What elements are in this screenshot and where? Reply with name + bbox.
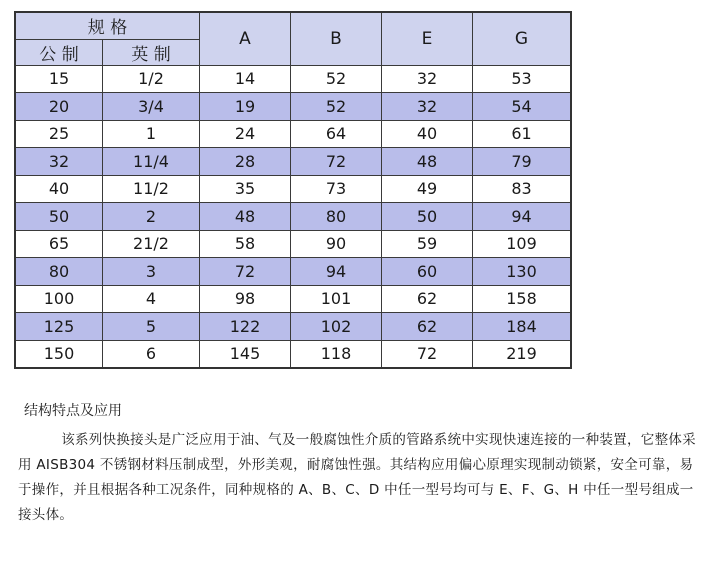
cell-metric-size: 100 — [15, 285, 103, 313]
cell-dim-g: 219 — [473, 340, 572, 368]
cell-inch-size: 5 — [103, 313, 200, 341]
col-header-b: B — [291, 12, 382, 65]
cell-dim-b: 90 — [291, 230, 382, 258]
table-row — [15, 203, 571, 231]
description-body: 该系列快换接头是广泛应用于油、气及一般腐蚀性介质的管路系统中实现快速连接的一种装置，它整体采用 AISB304 不锈钢材料压制成型，外形美观，耐腐蚀性强。其结构应用偏心原理实现制动锁紧，安全可靠，易于操作，并且根据各种工况条件，同种规格的 A、B、C、D 中任一型号均可与 E、F、G、H 中任一型号组成一接头体。 — [18, 432, 696, 523]
cell-dim-a: 58 — [200, 230, 291, 258]
cell-dim-g: 83 — [473, 175, 572, 203]
cell-dim-b: 52 — [291, 65, 382, 93]
cell-dim-e: 40 — [382, 120, 473, 148]
cell-inch-size: 4 — [103, 285, 200, 313]
cell-dim-a: 98 — [200, 285, 291, 313]
cell-metric-size: 15 — [15, 65, 103, 93]
cell-dim-g: 53 — [473, 65, 572, 93]
table-row — [15, 313, 571, 341]
cell-inch-size: 3 — [103, 258, 200, 286]
cell-dim-a: 35 — [200, 175, 291, 203]
cell-metric-size: 80 — [15, 258, 103, 286]
table-row — [15, 258, 571, 286]
cell-inch-size: 11/4 — [103, 148, 200, 176]
inch-header: 英 制 — [103, 39, 200, 65]
cell-dim-a: 28 — [200, 148, 291, 176]
cell-dim-g: 158 — [473, 285, 572, 313]
table-row — [15, 340, 571, 368]
cell-dim-b: 80 — [291, 203, 382, 231]
cell-dim-b: 94 — [291, 258, 382, 286]
metric-header: 公 制 — [15, 39, 103, 65]
cell-dim-b: 101 — [291, 285, 382, 313]
col-header-g: G — [473, 12, 572, 65]
cell-metric-size: 50 — [15, 203, 103, 231]
cell-dim-e: 50 — [382, 203, 473, 231]
cell-dim-b: 73 — [291, 175, 382, 203]
cell-dim-b: 102 — [291, 313, 382, 341]
cell-dim-g: 54 — [473, 93, 572, 121]
cell-dim-b: 72 — [291, 148, 382, 176]
cell-dim-e: 48 — [382, 148, 473, 176]
cell-metric-size: 32 — [15, 148, 103, 176]
cell-dim-a: 145 — [200, 340, 291, 368]
cell-dim-b: 118 — [291, 340, 382, 368]
cell-dim-a: 72 — [200, 258, 291, 286]
cell-inch-size: 6 — [103, 340, 200, 368]
cell-dim-b: 64 — [291, 120, 382, 148]
description-section — [18, 400, 698, 528]
cell-metric-size: 25 — [15, 120, 103, 148]
cell-metric-size: 150 — [15, 340, 103, 368]
cell-inch-size: 21/2 — [103, 230, 200, 258]
cell-dim-e: 32 — [382, 65, 473, 93]
cell-dim-e: 59 — [382, 230, 473, 258]
description-title: 结构特点及应用 — [24, 403, 122, 419]
cell-dim-e: 62 — [382, 313, 473, 341]
cell-dim-a: 19 — [200, 93, 291, 121]
cell-dim-e: 72 — [382, 340, 473, 368]
cell-dim-e: 49 — [382, 175, 473, 203]
cell-dim-a: 122 — [200, 313, 291, 341]
cell-inch-size: 2 — [103, 203, 200, 231]
table-row — [15, 285, 571, 313]
cell-inch-size: 11/2 — [103, 175, 200, 203]
table-row — [15, 175, 571, 203]
table-row — [15, 120, 571, 148]
cell-dim-g: 109 — [473, 230, 572, 258]
cell-inch-size: 3/4 — [103, 93, 200, 121]
cell-dim-a: 48 — [200, 203, 291, 231]
table-row — [15, 93, 571, 121]
cell-metric-size: 65 — [15, 230, 103, 258]
header-row-top — [15, 12, 571, 39]
cell-inch-size: 1/2 — [103, 65, 200, 93]
cell-dim-g: 130 — [473, 258, 572, 286]
table-row — [15, 148, 571, 176]
col-header-a: A — [200, 12, 291, 65]
cell-metric-size: 125 — [15, 313, 103, 341]
spec-table — [14, 11, 572, 369]
table-row — [15, 65, 571, 93]
cell-dim-g: 94 — [473, 203, 572, 231]
cell-dim-g: 79 — [473, 148, 572, 176]
cell-dim-g: 61 — [473, 120, 572, 148]
cell-metric-size: 20 — [15, 93, 103, 121]
cell-dim-a: 14 — [200, 65, 291, 93]
col-header-e: E — [382, 12, 473, 65]
cell-dim-e: 62 — [382, 285, 473, 313]
table-row — [15, 230, 571, 258]
cell-metric-size: 40 — [15, 175, 103, 203]
cell-dim-b: 52 — [291, 93, 382, 121]
cell-dim-g: 184 — [473, 313, 572, 341]
cell-dim-e: 32 — [382, 93, 473, 121]
cell-dim-e: 60 — [382, 258, 473, 286]
cell-inch-size: 1 — [103, 120, 200, 148]
spec-header: 规 格 — [15, 12, 200, 39]
cell-dim-a: 24 — [200, 120, 291, 148]
